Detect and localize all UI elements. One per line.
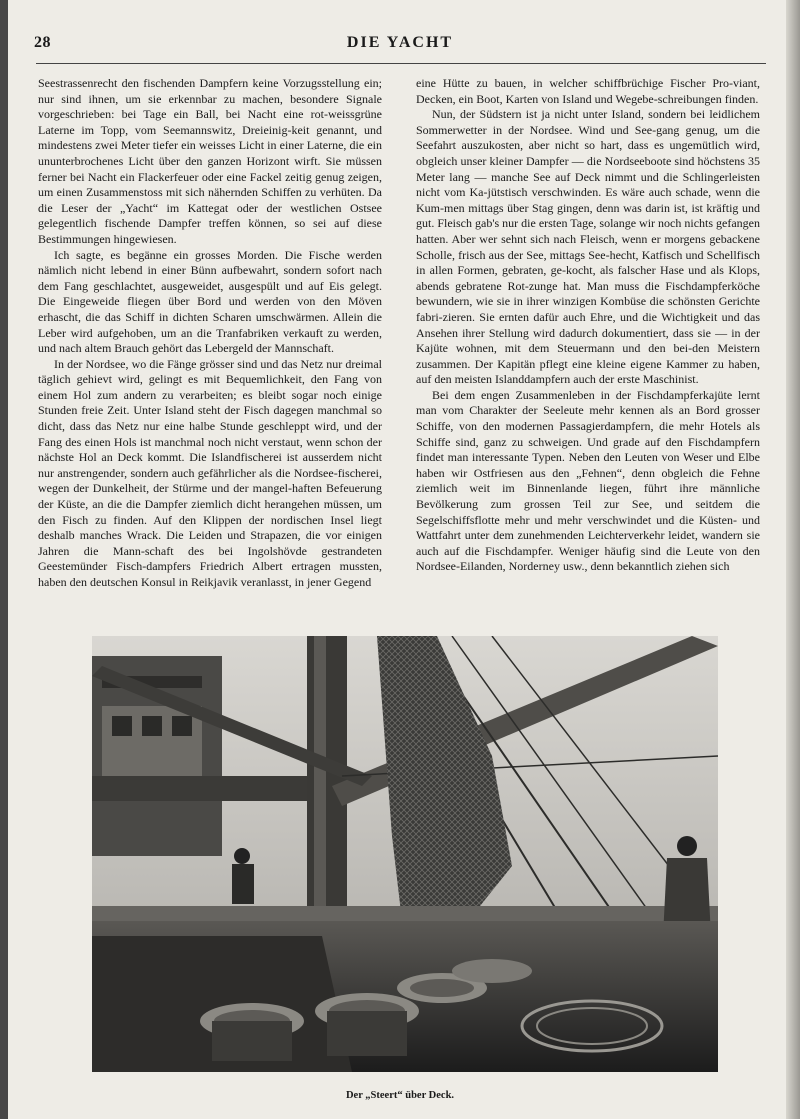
- paragraph: Seestrassenrecht den fischenden Dampfern keine Vorzugsstellung ein; nur sind ihnen, um sie erkennbar zu machen, besondere Signale vorgeschrieben: bei Tage ein Ball, bei Nacht eine rot-weissgrüne Laterne im Topp, vom Seemannswitz, Dreieinig-keit genannt, und mindestens zwei Meter tiefer ein weisses Licht in einer Laterne, die ein ununterbrochenes Licht über den ganzen Horizont wirft. Sie müssen ferner bei Nacht ein Flackerfeuer oder eine Fackel zeitig genug zeigen, um einen Zusammenstoss mit sich nähernden Schiffen zu verhüten. Da die Leser der „Yacht“ im Kattegat oder der westlichen Ostsee gelegentlich fischende Dampfer treffen können, so sei auf diese Bestimmungen hingewiesen.: [38, 76, 382, 246]
- deck-photograph: [92, 636, 718, 1072]
- header-rule: [36, 63, 766, 64]
- page-number: 28: [34, 34, 51, 51]
- scan-edge-right: [786, 0, 800, 1119]
- left-text-column: [38, 76, 382, 591]
- scan-edge-left: [0, 0, 8, 1119]
- paragraph: Nun, der Südstern ist ja nicht unter Island, sondern bei leidlichem Sommerwetter in der Nordsee. Wind und See-gang genug, um die Seefahrt auszukosten, aber nicht so hart, dass es ungemütlich wird, obgleich unser kleiner Dampfer — die Nordseeboote sind höchstens 35 Meter lang — manche See auf Deck nimmt und die Schlingerleisten nicht vom Ka-jütstisch verschwinden. Es wäre auch schade, wenn die Kum-men mittags über Stag gingen, denn was darin ist, ist kräftig und gut. Fleisch gab's nur die ersten Tage, solange wir noch nichts gefangen hatten. Aber wer sehnt sich nach Fleisch, wenn er morgens gebackene Scholle, frisch aus der See, mittags See-hecht, Katfisch und Schellfisch in allen Formen, gebraten, ge-kocht, als falscher Hase und als Klops, abends gebratene Rot-zunge hat. Man muss die Fischdampferköche bewundern, wie sie in ihrer winzigen Kombüse die schönsten Gerichte fabri-zieren. Sie ernten dafür auch Ehre, und die Wichtigkeit und das Ansehen ihrer Stellung wird dadurch dokumentiert, dass sie — in der Kajüte wohnen, mit dem Steuermann und den bei-den Meistern zusammen. Der Kapitän pflegt eine kleine eigene Kammer zu haben, auf den meisten Islanddampfern auch der erste Maschinist.: [416, 107, 761, 387]
- paragraph: Bei dem engen Zusammenleben in der Fischdampferkajüte lernt man vom Charakter der Seeleute mehr kennen als an Bord grosser Schiffe, von den modernen Passagierdampfern, die mehr Hotels als Schiffe sind, ganz zu schweigen. Und grade auf den Fischdampfern findet man interessante Typen. Neben den Leuten von Weser und Elbe haben wir Ostfriesen aus den „Fehnen“, denn obgleich die Fehne ziemlich weit im Binnenlande liegen, führt ihre männliche Bevölkerung zum grossen Teil zur See, und seitdem die Segelschiffsflotte mehr und mehr verschwindet und die Küsten- und Wattfahrt unter dem zunehmenden Leichterverkehr leidet, wandern sie auch auf die Fischdampfer. Weniger häufig sind die Leute von den Nordsee-Eilanden, Norderney usw., denn bekanntlich ziehen sich: [416, 387, 760, 574]
- paragraph: In der Nordsee, wo die Fänge grösser sind und das Netz nur dreimal täglich gehievt wird, gelingt es mit Bequemlichkeit, den Fang von einem Hol zum andern zu verarbeiten; es bleibt sogar noch einige Stunden freie Zeit. Unter Island steht der Fisch dagegen manchmal so dicht, dass das Netz nur eine halbe Stunde geschleppt wird, und der Fang des einen Hols ist manchmal noch nicht verstaut, wenn schon der nächste Hol an Deck kommt. Die Islandfischerei ist ausserdem nicht nur anstrengender, sondern auch gefährlicher als die Nordsee-fischerei, wegen der Dunkelheit, der Stürme und der mangel-haften Befeuerung der Küste, an die die Dampfer ziemlich dicht herangehen müssen, um den Fisch zu finden. Auf den Klippen der nordischen Insel liegt deshalb manches Wrack. Die Leiden und Strapazen, die vor einigen Jahren die Mann-schaft des bei Ingolshövde gestrandeten Geestemünder Fisch-dampfers Friedrich Albert ertragen mussten, haben den deutschen Konsul in Reikjavik veranlasst, in jener Gegend: [38, 356, 382, 589]
- photograph-illustration: [92, 636, 718, 1072]
- photo-caption: Der „Steert“ über Deck.: [345, 1090, 455, 1101]
- paragraph: Ich sagte, es begänne ein grosses Morden. Die Fische werden nämlich nicht lebend in einer Bünn aufbewahrt, sondern sofort nach dem Fang geschlachtet, ausgeweidet, ausgespült und auf Eis gelegt. Die Eingeweide fliegen über Bord und werden von den Möven erhascht, die das Schiff in dichten Scharen umschwärmen. Allein die Leber wird aufgehoben, um an die Tranfabriken verkauft zu werden, und nach altem Brauch gehört das Lebergeld der Mannschaft.: [38, 247, 382, 356]
- paragraph: eine Hütte zu bauen, in welcher schiffbrüchige Fischer Pro-viant, Decken, ein Boot, Karten von Island und Wegebe-schreibungen finden.: [416, 76, 760, 106]
- running-header-title: DIE YACHT: [346, 34, 454, 51]
- right-text-column: [416, 76, 760, 575]
